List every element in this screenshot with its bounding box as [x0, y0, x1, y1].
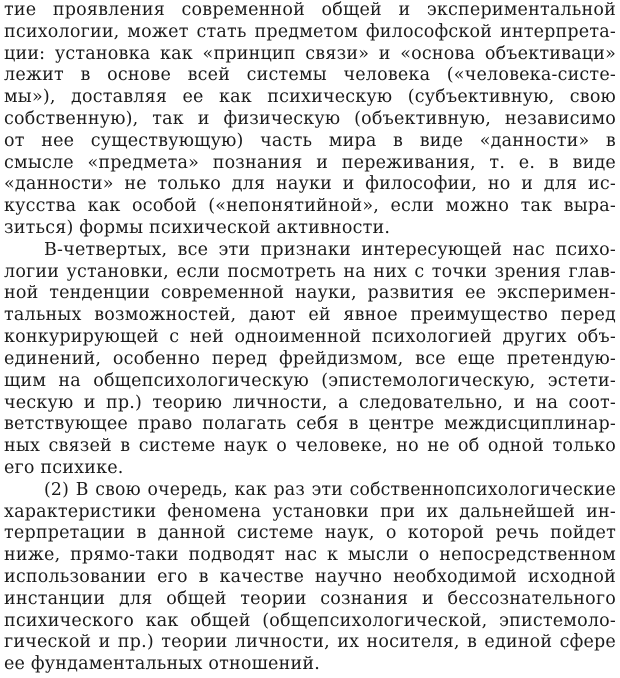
text-line: ниже, прямо-таки подводят нас к мысли о непосредственном: [4, 545, 616, 566]
text-line: психического как общей (общепсихологической, эпистемоло-: [4, 610, 616, 631]
text-line: использовании его в качестве научно необходимой исходной: [4, 566, 616, 587]
text-line: смысле «предмета» познания и переживания, т. е. в виде: [4, 152, 616, 173]
text-line: «данности» не только для науки и философии, но и для ис-: [4, 174, 616, 195]
text-line: мы»), доставляя ее как психическую (субъективную, свою: [4, 87, 616, 108]
text-line: кусства как особой («непонятийной», если можно так выра-: [4, 196, 616, 217]
text-line: тие проявления современной общей и экспериментальной: [4, 0, 616, 20]
text-line: терпретации в данной системе наук, о которой речь пойдет: [4, 523, 616, 544]
text-line: ной тенденции современной науки, развития ее эксперимен-: [4, 283, 616, 304]
text-line: В-четвертых, все эти признаки интересующей нас психо-: [44, 239, 616, 260]
text-line: ных связей в системе наук о человеке, но не об одной только: [4, 436, 616, 457]
text-line: его психике.: [4, 457, 124, 478]
text-line: ческую и пр.) теорию личности, а следовательно, и на соот-: [4, 392, 616, 413]
text-line: от нее существующую) часть мира в виде «данности» в: [4, 130, 616, 151]
text-line: психологии, может стать предметом философской интерпрета-: [4, 21, 616, 42]
text-line: конкурирующей с ней одноименной психологией других объ-: [4, 327, 616, 348]
text-line: ее фундаментальных отношений.: [4, 654, 320, 675]
text-line: тальных возможностей, дают ей явное преимущество перед: [4, 305, 616, 326]
text-line: собственную), так и физическую (объективную, независимо: [4, 109, 616, 130]
text-line: ции: установка как «принцип связи» и «основа объективаци»: [4, 43, 616, 64]
text-line: логии установки, если посмотреть на них с точки зрения глав-: [4, 261, 616, 282]
text-line: щим на общепсихологическую (эпистемологическую, эстети-: [4, 370, 616, 391]
text-line: характеристики феномена установки при их дальнейшей ин-: [4, 501, 616, 522]
text-line: единений, особенно перед фрейдизмом, все еще претендую-: [4, 348, 616, 369]
text-line: ветствующее право полагать себя в центре междисциплинар-: [4, 414, 616, 435]
text-line: (2) В свою очередь, как раз эти собственнопсихологические: [44, 479, 616, 500]
text-line: гической и пр.) теории личности, их носителя, в единой сфере: [4, 632, 616, 653]
text-line: зиться) формы психической активности.: [4, 218, 391, 239]
text-line: инстанции для общей теории сознания и бессознательного: [4, 588, 616, 609]
text-line: лежит в основе всей системы человека («человека-систе-: [4, 65, 616, 86]
